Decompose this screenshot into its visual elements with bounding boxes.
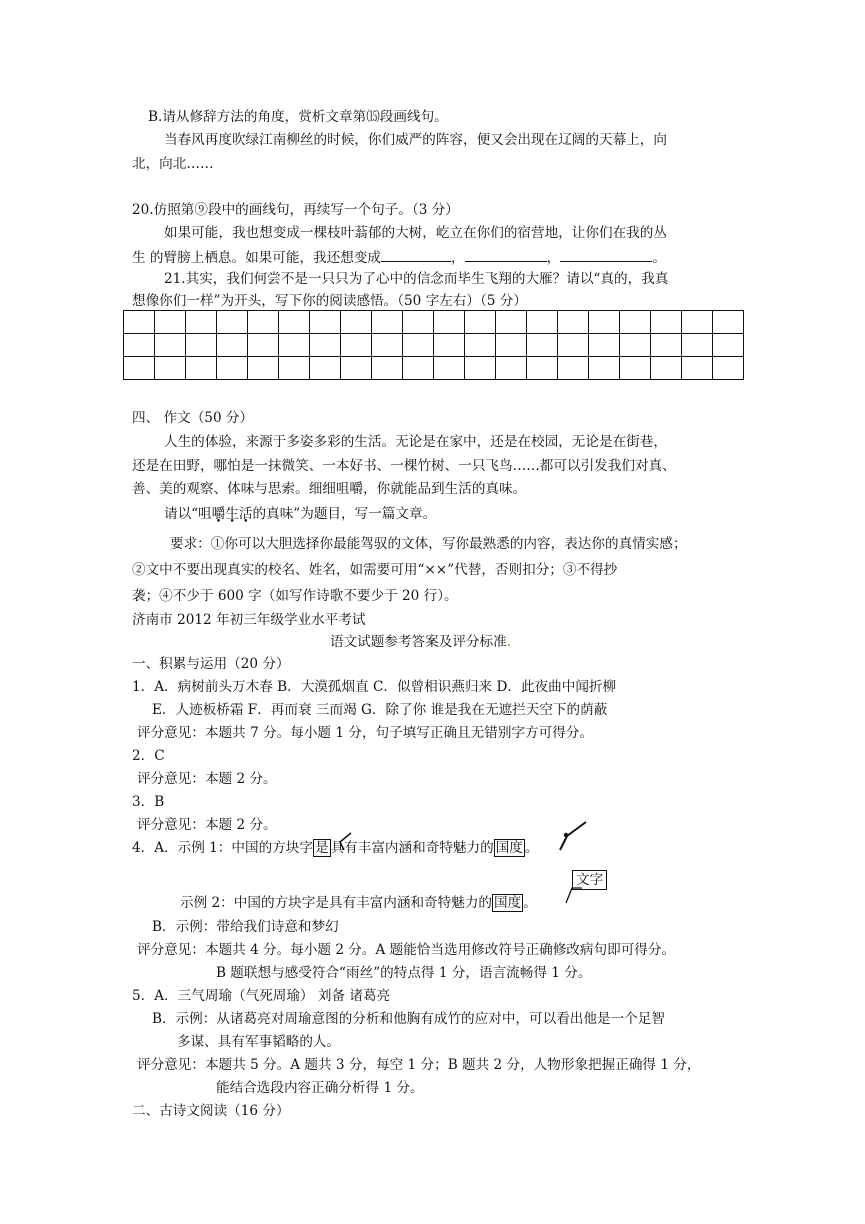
boxed-word: 国度 [495, 840, 523, 856]
answer-1-line-2: E．人迹板桥霜 F．再而衰 三而竭 G．除了你 谁是我在无遮拦天空下的荫蔽 [152, 702, 608, 718]
answer-4b: B．示例：带给我们诗意和梦幻 [152, 919, 339, 935]
example-1-end: 。 [524, 840, 539, 856]
answer-title-text: 语文试题参考答案及评分标准 [330, 634, 507, 650]
comma: ， [546, 250, 561, 266]
instruction-prefix: 请以“咀 [164, 506, 212, 522]
answer-2-scoring: 评分意见：本题 2 分。 [137, 771, 277, 787]
mark-dot [564, 833, 568, 837]
section-2-heading: 二、古诗文阅读（16 分） [132, 1103, 290, 1119]
answer-2: 2．C [132, 748, 165, 764]
answer-5b-line-2: 多谋、具有军事韬略的人。 [177, 1034, 341, 1050]
q19b-prompt: B.请从修辞方法的角度，赏析文章第⒂段画线句。 [148, 109, 448, 125]
q20-prompt: 20.仿照第⑨段中的画线句，再续写一个句子。（3 分） [132, 202, 459, 218]
insertion-mark [340, 833, 351, 850]
emphasis-char: 生 [225, 506, 239, 522]
essay-requirement-line-1: 要求：①你可以大胆选择你最能驾驭的文体，写你最熟悉的内容，表达你的真情实感； [170, 536, 687, 552]
example-2-end: 。 [523, 895, 537, 911]
insertion-arrow [566, 888, 582, 903]
answer-5-scoring-2: 能结合选段内容正确分析得 1 分。 [216, 1080, 424, 1096]
q19b-quote-line-1: 当春风再度吹绿江南柳丝的时候，你们威严的阵容，便又会出现在辽阔的天幕上，向 [164, 132, 667, 148]
q19b-quote-line-2: 北，向北…… [132, 156, 214, 172]
answer-3: 3．B [132, 794, 165, 810]
emphasis-char: 活 [238, 506, 253, 522]
example-1-middle: 具有丰富内涵和奇特魅力的 [330, 840, 494, 856]
answer-3-scoring: 评分意见：本题 2 分。 [137, 817, 277, 833]
essay-paragraph-line-3: 善、美的观察、体味与思索。细细咀嚼，你就能品到生活的真味。 [132, 481, 527, 497]
example-1-prefix: 4．A．示例 1：中国的方块字 [132, 840, 313, 856]
answer-4-scoring-1: 评分意见：本题共 4 分。每小题 2 分。A 题能恰当选用修改符号正确修改病句即可得分。 [137, 942, 676, 958]
exam-title: 济南市 2012 年初三年级学业水平考试 [132, 612, 366, 628]
answer-title-dot: . [506, 634, 512, 650]
answer-5b-line-1: B．示例：从诸葛亮对周瑜意图的分析和他胸有成竹的应对中，可以看出他是一个足智 [152, 1011, 665, 1027]
essay-paragraph-line-1: 人生的体验，来源于多姿多彩的生活。无论是在家中，还是在校园，无论是在街巷， [164, 434, 667, 450]
insertion-mark [560, 822, 586, 850]
boxed-word: 国度 [494, 895, 522, 911]
answer-5a: 5．A．三气周瑜（气死周瑜） 刘备 诸葛亮 [132, 988, 391, 1004]
insert-tag: 文字 [572, 870, 607, 890]
q21-line-1: 21.其实，我们何尝不是一只只为了心中的信念而毕生飞翔的大雁？请以“真的，我真 [164, 271, 669, 287]
answer-1-line-1: 1．A．病树前头万木春 B．大漠孤烟直 C．似曾相识燕归来 D．此夜曲中闻折柳 [132, 679, 617, 695]
example-2-text: 示例 2：中国的方块字是具有丰富内涵和奇特魅力的 [180, 895, 493, 911]
answer-1-scoring: 评分意见：本题共 7 分。每小题 1 分，句子填写正确且无错别字方可得分。 [137, 725, 593, 741]
period: 。 [652, 250, 666, 266]
emphasis-char: 嚼 [211, 506, 226, 522]
instruction-suffix: 的真味”为题目，写一篇文章。 [252, 506, 437, 522]
essay-paragraph-line-2: 还是在田野，哪怕是一抹微笑、一本好书、一棵竹树、一只飞鸟……都可以引发我们对真、 [132, 458, 676, 474]
section-1-heading: 一、积累与运用（20 分） [132, 656, 290, 672]
q20-text-line-1: 如果可能，我也想变成一棵枝叶蓊郁的大树，屹立在你们的宿营地，让你们在我的丛 [164, 225, 667, 241]
boxed-char: 是 [314, 840, 329, 856]
q21-line-2: 想像你们一样”为开头，写下你的阅读感悟。（50 字左右）（5 分） [132, 293, 527, 309]
answer-4-scoring-2: B 题联想与感受符合“雨丝”的特点得 1 分，语言流畅得 1 分。 [216, 965, 592, 981]
essay-heading: 四、 作文（50 分） [132, 410, 254, 426]
essay-requirement-line-2: ②文中不要出现真实的校名、姓名，如需要可用“××”代替，否则扣分；③不得抄 [132, 562, 618, 578]
essay-requirement-line-3: 袭；④不少于 600 字（如写作诗歌不要少于 20 行）。 [132, 588, 458, 604]
comma: ， [451, 250, 465, 266]
q20-text-fragment: 生 的臂膀上栖息。如果可能，我还想变成 [132, 250, 382, 266]
answer-5-scoring-1: 评分意见：本题共 5 分。A 题共 3 分，每空 1 分；B 题共 2 分，人物形象把握正确得 1 分， [137, 1057, 701, 1073]
